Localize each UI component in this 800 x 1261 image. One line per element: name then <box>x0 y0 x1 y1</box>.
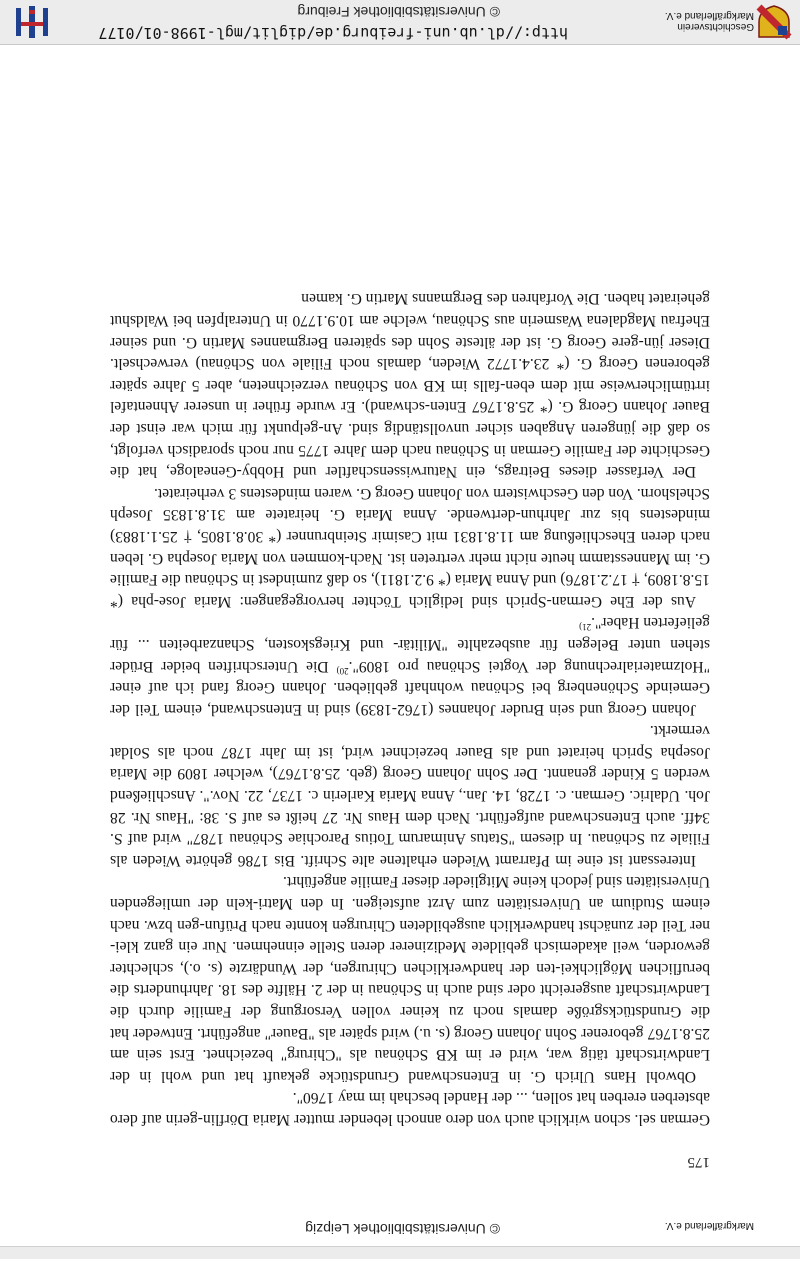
paragraph-4-text: Johann Georg und sein Bruder Johannes (1762-1839) sind in Entenschwand, einem Teil der Gemeinde Schönenberg bei Schönau wohnhaft geblieben. Johann Georg fand ich auf einer "Holzmaterialrechnung der Vogtei Schönau pro 1809". <box>110 657 710 718</box>
paragraph-2: Obwohl Hans Ulrich G. in Entenschwand Grundstücke gekauft hat und wohl in der Landwirtschaft tätig war, wird er im KB Schönau als "Chirurg" bezeichnet. Erst sein am 25.8.1767 geborener Sohn Johann Georg (s. u.) wird später als "Bauer" angeführt. Entweder hat die Grundstücksgröße damals noch zu keiner vollen Versorgung der Familie durch die Landwirtschaft ausgereicht oder sind auch in Schönau in der 2. Hälfte des 18. Jahrhunderts die beruflichen Möglichkei-ten der handwerklichen Chirurgen, der Wundärzte (s. o.), schlechter geworden, weil akademisch gebildete Medizinerer deren Stelle einnehmen. Nur ein ganz klei-ner Teil der zunächst handwerklich ausgebildeten Chirurgen konnte nach Prüfun-gen bzw. nach einem Studium an Universitäten zum Arzt aufsteigen. In den Matri-keln der umliegenden Universitäten sind jedoch keine Mitglieder dieser Familie angeführt. <box>110 873 710 1085</box>
footnote-ref-21: 21) <box>579 622 592 633</box>
scanned-page <box>80 170 730 1170</box>
paragraph-6: Der Verfasser dieses Beitrags, ein Naturwissenschaftler und Hobby-Genealoge, hat die Geschichte der Familie German in Schönau nach dem Jahre 1775 nur noch sporadisch verfolgt, so daß die jüngeren Angaben sicher unvollständig sind. An-gelpunkt für mich war einst der Bauer Johann Georg G. (* 25.8.1767 Enten-schwand). Er wurde früher in unserer Ahnentafel irrtümlicherweise mit dem eben-falls im KB von Schönau verzeichneten, aber 5 Jahre später geborenen Georg G. (* 23.4.1772 Wieden, damals noch Filiale von Schönau) verwechselt. Dieser jün-gere Georg G. ist der älteste Sohn des späteren Bergmannes Martin G. und seiner Ehefrau Magdalena Wasmerin aus Schönau, welche am 10.9.1770 in Unteralpfen bei Waldshut geheiratet haben. Die Vorfahren des Bergmanns Martin G. kamen <box>110 290 710 481</box>
paragraph-5: Aus der Ehe German-Sprich sind lediglich Töchter hervorgegangen: Maria Jose-pha (* 15.8.1809, † 17.2.1876) und Anna Maria (* 9.2.1811), so daß zumindest in Schönau die Familie G. im Mannesstamm heute nicht mehr vertreten ist. Nach-kommen von Maria Josepha G. leben nach deren Eheschließung am 11.8.1831 mit Casimir Steinbrunner (* 30.8.1805, † 25.1.1883) mindestens bis zur Jahrhun-dertwende. Anna Maria G. heiratete am 31.8.1835 Joseph Schelshorn. Von den Geschwistern von Johann Georg G. waren mindestens 3 verheiratet. <box>110 484 710 610</box>
paragraph-4 <box>110 612 710 720</box>
organization-name <box>665 10 754 32</box>
bottom-organization-name: Markgräflerland e.V. <box>664 1220 754 1231</box>
footnote-ref-20: 20) <box>336 665 349 676</box>
paragraph-4-tail: Die Unterschriften beider Brüder stehen unter Belegen für ausbezahlte "Militär- und Kriegskosten, Schanzarbeiten ... für gelieferten Haber". <box>110 614 710 675</box>
university-library-logo-icon <box>12 4 52 40</box>
page-body <box>110 288 710 1130</box>
page-number: 175 <box>687 1154 710 1170</box>
document-url[interactable]: http://dl.ub.uni-freiburg.de/diglit/mgl-1998-01/0177 <box>98 24 568 42</box>
copyright-notice: © Universitätsbibliothek Freiburg <box>297 4 500 20</box>
paragraph-1: German sel. schon wirklich auch von dero annoch lebender mutter Maria Dörflin-gerin auf dero absterben ererben hat sollen, ... der Handel beschah im may 1760". <box>110 1089 710 1128</box>
bottom-banner <box>0 1220 800 1259</box>
paragraph-3: Interessant ist eine im Pfarramt Wieden erhaltene alte Schrift. Bis 1786 gehörte Wieden als Filiale zu Schönau. In diesem "Status Animarum Totius Parochiae Schönau 1787" wird auf S. 34ff. auch Entenschwand aufgeführt. Nach dem Haus Nr. 27 heißt es auf S. 38: "Haus Nr. 28 Joh. Udalric. German. c. 1728, 14. Jan., Anna Maria Karlerin c. 1737, 22. Nov.". Anschließend werden 5 Kinder genannt. Der Sohn Johann Georg (geb. 25.8.1767), welcher 1809 die Maria Josepha Sprich heiratet und als Bauer bezeichnet wird, ist im Jahr 1787 noch als Soldat vermerkt. <box>110 722 710 869</box>
bottom-copyright-notice: © Universitätsbibliothek Leipzig <box>305 1221 500 1237</box>
organization-line-2: Markgräflerland e.V. <box>664 10 754 21</box>
top-banner <box>0 0 800 45</box>
organization-line-1: Geschichtsverein <box>677 21 754 32</box>
coat-of-arms-icon <box>756 4 792 40</box>
